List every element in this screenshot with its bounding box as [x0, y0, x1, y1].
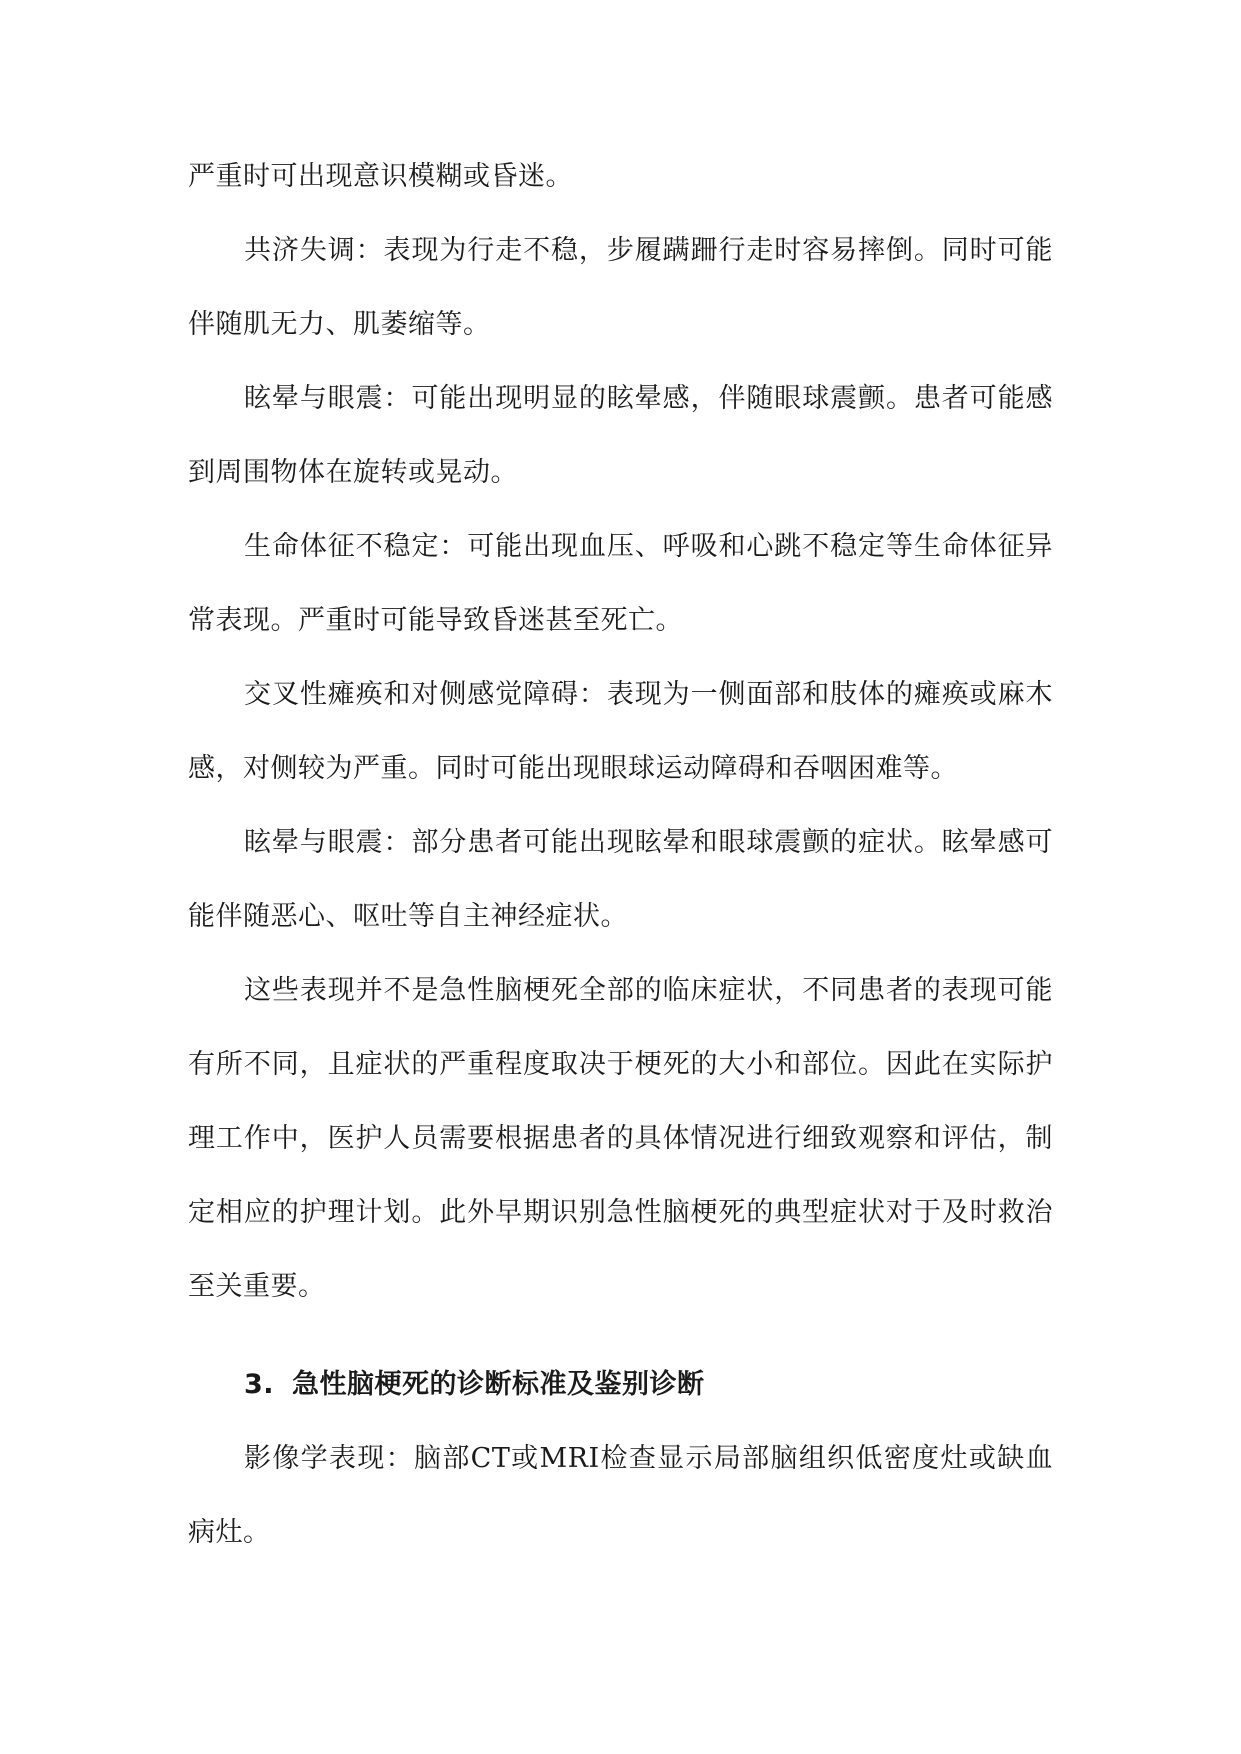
paragraph-vertigo-nystagmus: 眩晕与眼震：可能出现明显的眩晕感，伴随眼球震颤。患者可能感到周围物体在旋转或晃动。 [188, 383, 1053, 488]
document-body [188, 140, 1053, 1570]
paragraph-vital-signs: 生命体征不稳定：可能出现血压、呼吸和心跳不稳定等生命体征异常表现。严重时可能导致昏迷甚至死亡。 [188, 531, 1053, 636]
section-spacer [188, 1324, 1053, 1348]
paragraph-continuation: 严重时可出现意识模糊或昏迷。 [188, 161, 573, 192]
paragraph-vertigo-symptoms: 眩晕与眼震：部分患者可能出现眩晕和眼球震颤的症状。眩晕感可能伴随恶心、呕吐等自主神经症状。 [188, 827, 1053, 932]
paragraph-ataxia: 共济失调：表现为行走不稳，步履蹒跚行走时容易摔倒。同时可能伴随肌无力、肌萎缩等。 [188, 235, 1053, 340]
paragraph-crossed-paralysis: 交叉性瘫痪和对侧感觉障碍：表现为一侧面部和肢体的瘫痪或麻木感，对侧较为严重。同时可能出现眼球运动障碍和吞咽困难等。 [188, 679, 1053, 784]
section-title: 急性脑梗死的诊断标准及鉴别诊断 [292, 1369, 705, 1400]
section-heading [188, 1348, 1053, 1422]
paragraph-summary: 这些表现并不是急性脑梗死全部的临床症状，不同患者的表现可能有所不同，且症状的严重程度取决于梗死的大小和部位。因此在实际护理工作中，医护人员需要根据患者的具体情况进行细致观察和评估，制定相应的护理计划。此外早期识别急性脑梗死的典型症状对于及时救治至关重要。 [188, 975, 1053, 1302]
paragraph-imaging: 影像学表现：脑部CT或MRI检查显示局部脑组织低密度灶或缺血病灶。 [188, 1443, 1053, 1548]
section-number: 3. [244, 1369, 275, 1400]
